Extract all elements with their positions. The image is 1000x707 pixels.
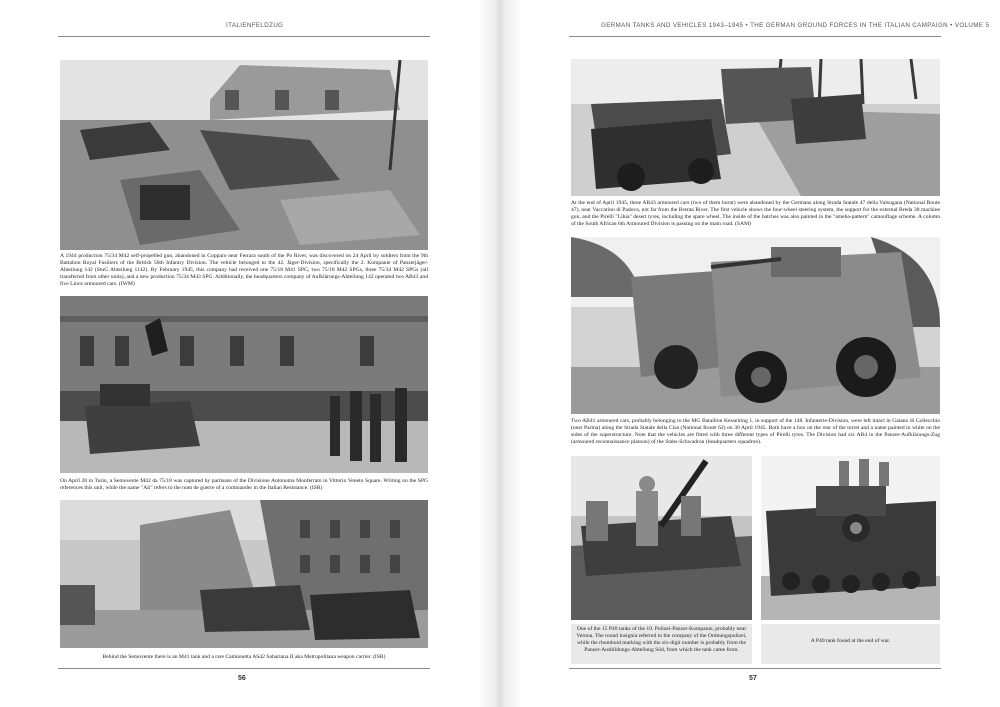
photo-p40-end-of-war bbox=[761, 456, 940, 620]
caption-2-right: Two AB41 armoured cars, probably belonging to the MG Bataillon Kesselring 1, in support of the 148. Infanterie-Division, were left intact in Gaiano di Collecchio (near Parma) along the Strada Statale della Cisa (National Route 62) on 30 April 1945. Both have a box on the rear of the turret and a name painted in white on the sides of the superstructure. Note that the vehicles are fitted with three different types of Pirelli tyres. The Division had six AB4 in the Panzer-Aufklärungs-Zug (armoured reconnaissance platoon) of the Stabs-Schwadron (headquarters squadron). bbox=[571, 418, 940, 445]
footer-rule-right bbox=[569, 668, 941, 669]
caption-1-left: A 1944 production 75/34 M42 self-propelled gun, abandoned in Copparo near Ferrara south of the Po River, was discovered on 24 April by soldiers from the 9th Battalion Royal Fusiliers of the British 56th Infantry Division. The vehicle belonged to the 42. Jäger-Division, specifically the 2. Kompanie of Panzerjäger-Abteilung 142 (StuG Abteilung 1142). By February 1945, this company had received one 75/18 M41 SPG, two 75/18 M42 SPGs, three 75/34 M42 SPGs (all transferred from other units), and a new production 75/34 M43 SPG. Additionally, the headquarters company of Aufklärungs-Abteilung 142 operated two AB43 and five Lince armoured cars. (IWM) bbox=[60, 253, 428, 287]
right-page bbox=[501, 0, 1000, 707]
caption-3-right: One of the 15 P40 tanks of the 10. Polizei-Panzer-Kompanie, probably near Verona. The round insignia referred to the company of the Ordnungspolizei, while the rhomboid marking with the six-digit number is probably from the Panzer-Ausbildungs-Abteilung Süd, from which the tank came from. bbox=[576, 626, 747, 653]
photo-ruined-spg bbox=[60, 60, 428, 250]
photo-p40-police-company bbox=[571, 456, 752, 620]
left-page bbox=[0, 0, 499, 707]
header-rule-left bbox=[58, 36, 430, 37]
photo-turin-semovente bbox=[60, 296, 428, 473]
photo-ab43-armoured-cars bbox=[571, 59, 940, 196]
photo-street-vehicles bbox=[60, 500, 428, 648]
caption-4-right: A P40 tank found at the end of war. bbox=[810, 638, 891, 644]
caption-3-left: Behind the Semovente there is an M41 tank and a rare Camionetta AS42 Sahariana II aka Metropolitana weapon carrier. (ISR) bbox=[102, 654, 386, 660]
footer-rule-left bbox=[58, 668, 430, 669]
running-head-left: ITALIENFELDZUG bbox=[226, 22, 284, 29]
caption-2-left: On April 28 in Turin, a Semovente M42 da 75/18 was captured by partisans of the Divisione Autonoma Monferrato in Vittorio Veneto Square. Writing on the SPG references this unit, while the name "Ali" refers to the nom de guerre of a commander in the Italian Resistance. (ISR) bbox=[60, 478, 428, 491]
photo-ab41-armoured-cars bbox=[571, 237, 940, 414]
page-number-left: 56 bbox=[238, 675, 246, 682]
page-number-right: 57 bbox=[749, 675, 757, 682]
header-rule-right bbox=[569, 36, 941, 37]
running-head-right: GERMAN TANKS AND VEHICLES 1943–1945 • THE GERMAN GROUND FORCES IN THE ITALIAN CAMPAIGN • VOLUME 5 bbox=[601, 22, 990, 29]
caption-1-right: At the end of April 1945, three AB43 armoured cars (two of them burnt) were abandoned by the Germans along Strada Statale 47 della Valsugana (National Route 47), near Vaccarino di Padova, not far from the Brenta River. The first vehicle shows the four-wheel steering system, the support for the external Breda 38 machine gun, and the Pirelli "Libia" desert tyres, including the spare wheel. The inside of the hatches was also painted in the "ameba-pattern" camouflage scheme. A column of the South African 6th Armoured Division is passing on the main road. (SAM) bbox=[571, 200, 940, 227]
